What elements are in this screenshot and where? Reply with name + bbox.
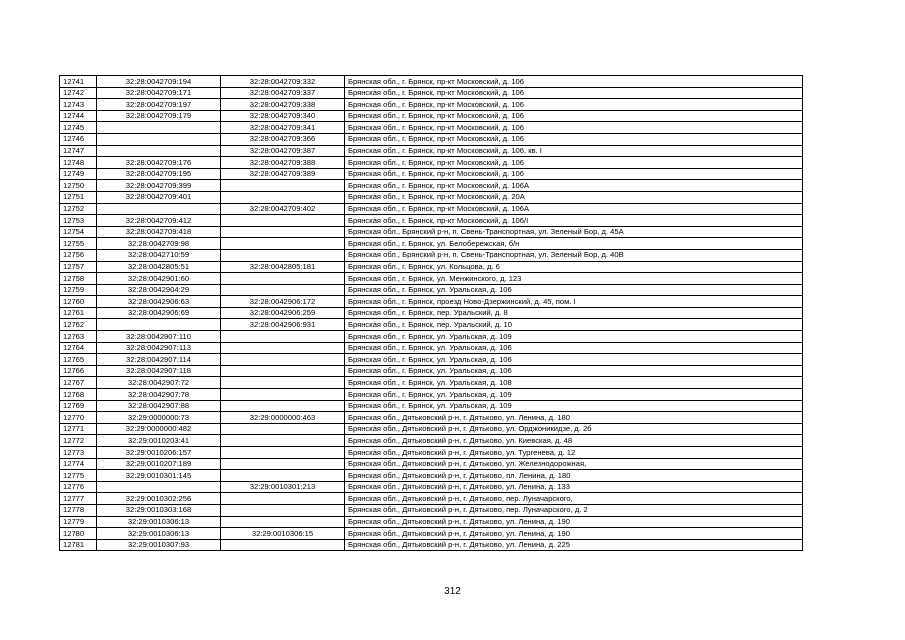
cadastral-number-cell: 32:28:0042709:194 <box>97 76 221 88</box>
related-cadastral-number-cell: 32:28:0042709:337 <box>221 87 345 99</box>
address-cell: Брянская обл., г. Брянск, пр-кт Московский, д. 106 <box>345 110 803 122</box>
address-cell: Брянская обл., г. Брянск, пр-кт Московский, д. 106 <box>345 87 803 99</box>
related-cadastral-number-cell: 32:29:0010301:213 <box>221 481 345 493</box>
cadastral-number-cell: 32:28:0042709:171 <box>97 87 221 99</box>
row-number-cell: 12761 <box>60 307 97 319</box>
table-row <box>60 110 803 122</box>
table-row <box>60 307 803 319</box>
cadastral-number-cell <box>97 481 221 493</box>
row-number-cell: 12771 <box>60 423 97 435</box>
table-row <box>60 191 803 203</box>
row-number-cell: 12774 <box>60 458 97 470</box>
cadastral-number-cell: 32:29:0010307:93 <box>97 539 221 551</box>
cadastral-number-cell: 32:29:0010203:41 <box>97 435 221 447</box>
related-cadastral-number-cell <box>221 238 345 250</box>
row-number-cell: 12752 <box>60 203 97 215</box>
related-cadastral-number-cell <box>221 539 345 551</box>
row-number-cell: 12756 <box>60 249 97 261</box>
cadastral-number-cell: 32:28:0042907:114 <box>97 354 221 366</box>
cadastral-number-cell: 32:28:0042906:63 <box>97 296 221 308</box>
cadastral-number-cell: 32:29:0000000:482 <box>97 423 221 435</box>
row-number-cell: 12762 <box>60 319 97 331</box>
cadastral-number-cell: 32:28:0042710:59 <box>97 249 221 261</box>
related-cadastral-number-cell: 32:29:0010306:15 <box>221 528 345 540</box>
address-cell: Брянская обл., г. Брянск, пр-кт Московский, д. 106 <box>345 122 803 134</box>
related-cadastral-number-cell <box>221 435 345 447</box>
row-number-cell: 12773 <box>60 447 97 459</box>
table-row <box>60 400 803 412</box>
cadastral-number-cell: 32:28:0042709:176 <box>97 157 221 169</box>
related-cadastral-number-cell <box>221 284 345 296</box>
address-cell: Брянская обл., г. Брянск, пр-кт Московский, д. 106 <box>345 133 803 145</box>
address-cell: Брянская обл., г. Брянск, ул. Уральская, д. 106 <box>345 284 803 296</box>
related-cadastral-number-cell <box>221 273 345 285</box>
related-cadastral-number-cell <box>221 389 345 401</box>
row-number-cell: 12781 <box>60 539 97 551</box>
related-cadastral-number-cell: 32:28:0042709:332 <box>221 76 345 88</box>
table-row <box>60 539 803 551</box>
row-number-cell: 12758 <box>60 273 97 285</box>
cadastral-number-cell: 32:29:0000000:73 <box>97 412 221 424</box>
address-cell: Брянская обл., г. Брянск, пр-кт Московский, д. 106 <box>345 99 803 111</box>
table-row <box>60 319 803 331</box>
related-cadastral-number-cell <box>221 215 345 227</box>
table-row <box>60 435 803 447</box>
related-cadastral-number-cell <box>221 354 345 366</box>
cadastral-number-cell: 32:28:0042907:118 <box>97 365 221 377</box>
address-cell: Брянская обл., Дятьковский р-н, г. Дятьково, пл. Ленина, д. 180 <box>345 470 803 482</box>
table-row <box>60 122 803 134</box>
cadastral-number-cell <box>97 122 221 134</box>
cadastral-number-cell: 32:28:0042904:29 <box>97 284 221 296</box>
address-cell: Брянская обл., г. Брянск, пр-кт Московский, д. 20А <box>345 191 803 203</box>
address-cell: Брянская обл., г. Брянск, пр-кт Московский, д. 106 <box>345 157 803 169</box>
related-cadastral-number-cell: 32:28:0042805:181 <box>221 261 345 273</box>
related-cadastral-number-cell: 32:28:0042709:338 <box>221 99 345 111</box>
cadastral-number-cell: 32:29:0010306:13 <box>97 516 221 528</box>
related-cadastral-number-cell <box>221 331 345 343</box>
cadastral-number-cell: 32:28:0042709:418 <box>97 226 221 238</box>
table-row <box>60 76 803 88</box>
cadastral-number-cell: 32:29:0010303:168 <box>97 504 221 516</box>
cadastral-number-cell: 32:28:0042907:78 <box>97 389 221 401</box>
cadastral-number-cell: 32:28:0042709:195 <box>97 168 221 180</box>
row-number-cell: 12770 <box>60 412 97 424</box>
row-number-cell: 12769 <box>60 400 97 412</box>
address-cell: Брянская обл., Дятьковский р-н, г. Дятьково, ул. Ленина, д. 133 <box>345 481 803 493</box>
row-number-cell: 12743 <box>60 99 97 111</box>
address-cell: Брянская обл., Брянский р-н, п. Свень-Транспортная, ул. Зеленый Бор, д. 40В <box>345 249 803 261</box>
related-cadastral-number-cell: 32:28:0042906:931 <box>221 319 345 331</box>
table-row <box>60 423 803 435</box>
table-row <box>60 157 803 169</box>
table-row <box>60 133 803 145</box>
address-cell: Брянская обл., г. Брянск, ул. Уральская, д. 109 <box>345 331 803 343</box>
table-row <box>60 145 803 157</box>
table-row <box>60 215 803 227</box>
related-cadastral-number-cell <box>221 180 345 192</box>
cadastral-number-cell: 32:28:0042907:88 <box>97 400 221 412</box>
table-row <box>60 273 803 285</box>
related-cadastral-number-cell <box>221 423 345 435</box>
related-cadastral-number-cell <box>221 377 345 389</box>
table-row <box>60 458 803 470</box>
cadastral-number-cell: 32:28:0042709:98 <box>97 238 221 250</box>
cadastral-number-cell: 32:28:0042709:197 <box>97 99 221 111</box>
related-cadastral-number-cell: 32:28:0042709:388 <box>221 157 345 169</box>
address-cell: Брянская обл., Дятьковский р-н, г. Дятьково, ул. Орджоникидзе, д. 2б <box>345 423 803 435</box>
cadastral-number-cell: 32:28:0042805:51 <box>97 261 221 273</box>
table-row <box>60 296 803 308</box>
related-cadastral-number-cell <box>221 504 345 516</box>
row-number-cell: 12744 <box>60 110 97 122</box>
row-number-cell: 12767 <box>60 377 97 389</box>
table-row <box>60 168 803 180</box>
table-row <box>60 412 803 424</box>
related-cadastral-number-cell <box>221 365 345 377</box>
registry-table <box>59 75 803 551</box>
row-number-cell: 12759 <box>60 284 97 296</box>
address-cell: Брянская обл., Дятьковский р-н, г. Дятьково, ул. Ленина, д. 190 <box>345 516 803 528</box>
address-cell: Брянская обл., г. Брянск, проезд Ново-Дзержинский, д. 45, пом. I <box>345 296 803 308</box>
row-number-cell: 12765 <box>60 354 97 366</box>
table-row <box>60 331 803 343</box>
cadastral-number-cell: 32:29:0010206:157 <box>97 447 221 459</box>
table-row <box>60 249 803 261</box>
row-number-cell: 12746 <box>60 133 97 145</box>
row-number-cell: 12747 <box>60 145 97 157</box>
row-number-cell: 12772 <box>60 435 97 447</box>
table-row <box>60 516 803 528</box>
related-cadastral-number-cell <box>221 342 345 354</box>
address-cell: Брянская обл., Дятьковский р-н, г. Дятьково, ул. Ленина, д. 190 <box>345 528 803 540</box>
related-cadastral-number-cell: 32:28:0042709:366 <box>221 133 345 145</box>
cadastral-number-cell: 32:29:0010302:256 <box>97 493 221 505</box>
related-cadastral-number-cell <box>221 447 345 459</box>
address-cell: Брянская обл., г. Брянск, пр-кт Московский, д. 106/I <box>345 215 803 227</box>
table-row <box>60 87 803 99</box>
related-cadastral-number-cell <box>221 470 345 482</box>
cadastral-number-cell: 32:28:0042907:72 <box>97 377 221 389</box>
related-cadastral-number-cell: 32:28:0042709:341 <box>221 122 345 134</box>
table-row <box>60 238 803 250</box>
related-cadastral-number-cell: 32:29:0000000:463 <box>221 412 345 424</box>
related-cadastral-number-cell: 32:28:0042906:259 <box>221 307 345 319</box>
related-cadastral-number-cell: 32:28:0042709:402 <box>221 203 345 215</box>
table-row <box>60 389 803 401</box>
row-number-cell: 12768 <box>60 389 97 401</box>
row-number-cell: 12742 <box>60 87 97 99</box>
registry-table-body <box>60 76 803 551</box>
table-row <box>60 481 803 493</box>
page-number: 312 <box>444 586 461 597</box>
row-number-cell: 12766 <box>60 365 97 377</box>
table-row <box>60 261 803 273</box>
table-row <box>60 377 803 389</box>
table-row <box>60 504 803 516</box>
address-cell: Брянская обл., г. Брянск, пр-кт Московский, д. 106 <box>345 76 803 88</box>
table-row <box>60 342 803 354</box>
cadastral-number-cell <box>97 133 221 145</box>
related-cadastral-number-cell <box>221 226 345 238</box>
cadastral-number-cell: 32:28:0042907:113 <box>97 342 221 354</box>
row-number-cell: 12777 <box>60 493 97 505</box>
address-cell: Брянская обл., г. Брянск, пер. Уральский, д. 8 <box>345 307 803 319</box>
cadastral-number-cell: 32:29:0010207:189 <box>97 458 221 470</box>
address-cell: Брянская обл., г. Брянск, ул. Кольцова, д. 6 <box>345 261 803 273</box>
row-number-cell: 12757 <box>60 261 97 273</box>
row-number-cell: 12778 <box>60 504 97 516</box>
cadastral-number-cell: 32:28:0042709:412 <box>97 215 221 227</box>
related-cadastral-number-cell <box>221 191 345 203</box>
row-number-cell: 12745 <box>60 122 97 134</box>
address-cell: Брянская обл., Дятьковский р-н, г. Дятьково, ул. Киевская, д. 48 <box>345 435 803 447</box>
address-cell: Брянская обл., г. Брянск, пер. Уральский, д. 10 <box>345 319 803 331</box>
cadastral-number-cell: 32:28:0042709:399 <box>97 180 221 192</box>
address-cell: Брянская обл., г. Брянск, ул. Уральская, д. 106 <box>345 365 803 377</box>
address-cell: Брянская обл., Брянский р-н, п. Свень-Транспортная, ул. Зеленый Бор, д. 45А <box>345 226 803 238</box>
row-number-cell: 12741 <box>60 76 97 88</box>
row-number-cell: 12749 <box>60 168 97 180</box>
address-cell: Брянская обл., Дятьковский р-н, г. Дятьково, пер. Луначарского, д. 2 <box>345 504 803 516</box>
address-cell: Брянская обл., г. Брянск, ул. Уральская, д. 109 <box>345 400 803 412</box>
address-cell: Брянская обл., г. Брянск, пр-кт Московский, д. 106 <box>345 168 803 180</box>
address-cell: Брянская обл., Дятьковский р-н, г. Дятьково, ул. Ленина, д. 180 <box>345 412 803 424</box>
address-cell: Брянская обл., г. Брянск, ул. Белобережская, б/н <box>345 238 803 250</box>
cadastral-number-cell <box>97 203 221 215</box>
cadastral-number-cell: 32:28:0042709:179 <box>97 110 221 122</box>
cadastral-number-cell <box>97 145 221 157</box>
table-row <box>60 203 803 215</box>
table-row <box>60 470 803 482</box>
table-row <box>60 226 803 238</box>
address-cell: Брянская обл., г. Брянск, пр-кт Московский, д. 106А <box>345 180 803 192</box>
related-cadastral-number-cell <box>221 249 345 261</box>
row-number-cell: 12780 <box>60 528 97 540</box>
table-row <box>60 180 803 192</box>
row-number-cell: 12776 <box>60 481 97 493</box>
related-cadastral-number-cell: 32:28:0042709:340 <box>221 110 345 122</box>
table-row <box>60 99 803 111</box>
row-number-cell: 12764 <box>60 342 97 354</box>
cadastral-number-cell <box>97 319 221 331</box>
row-number-cell: 12760 <box>60 296 97 308</box>
cadastral-number-cell: 32:28:0042907:110 <box>97 331 221 343</box>
address-cell: Брянская обл., Дятьковский р-н, г. Дятьково, ул. Тургенева, д. 12 <box>345 447 803 459</box>
cadastral-number-cell: 32:29:0010306:13 <box>97 528 221 540</box>
row-number-cell: 12763 <box>60 331 97 343</box>
row-number-cell: 12755 <box>60 238 97 250</box>
table-row <box>60 365 803 377</box>
table-row <box>60 354 803 366</box>
address-cell: Брянская обл., г. Брянск, пр-кт Московский, д. 106А <box>345 203 803 215</box>
table-row <box>60 447 803 459</box>
row-number-cell: 12779 <box>60 516 97 528</box>
related-cadastral-number-cell: 32:28:0042709:389 <box>221 168 345 180</box>
cadastral-number-cell: 32:28:0042709:401 <box>97 191 221 203</box>
row-number-cell: 12748 <box>60 157 97 169</box>
row-number-cell: 12751 <box>60 191 97 203</box>
address-cell: Брянская обл., г. Брянск, пр-кт Московский, д. 106, кв. I <box>345 145 803 157</box>
row-number-cell: 12754 <box>60 226 97 238</box>
address-cell: Брянская обл., г. Брянск, ул. Уральская, д. 109 <box>345 389 803 401</box>
related-cadastral-number-cell <box>221 493 345 505</box>
address-cell: Брянская обл., г. Брянск, ул. Уральская, д. 106 <box>345 354 803 366</box>
address-cell: Брянская обл., г. Брянск, ул. Уральская, д. 106 <box>345 342 803 354</box>
related-cadastral-number-cell <box>221 458 345 470</box>
cadastral-number-cell: 32:28:0042901:60 <box>97 273 221 285</box>
address-cell: Брянская обл., Дятьковский р-н, г. Дятьково, ул. Ленина, д. 225 <box>345 539 803 551</box>
table-row <box>60 528 803 540</box>
address-cell: Брянская обл., Дятьковский р-н, г. Дятьково, пер. Луначарского, <box>345 493 803 505</box>
related-cadastral-number-cell: 32:28:0042906:172 <box>221 296 345 308</box>
row-number-cell: 12753 <box>60 215 97 227</box>
address-cell: Брянская обл., Дятьковский р-н, г. Дятьково, ул. Железнодорожная, <box>345 458 803 470</box>
cadastral-number-cell: 32:29:0010301:145 <box>97 470 221 482</box>
table-row <box>60 284 803 296</box>
row-number-cell: 12775 <box>60 470 97 482</box>
cadastral-number-cell: 32:28:0042906:69 <box>97 307 221 319</box>
address-cell: Брянская обл., г. Брянск, ул. Менжинского, д. 123 <box>345 273 803 285</box>
related-cadastral-number-cell <box>221 400 345 412</box>
address-cell: Брянская обл., г. Брянск, ул. Уральская, д. 108 <box>345 377 803 389</box>
related-cadastral-number-cell: 32:28:0042709:387 <box>221 145 345 157</box>
table-row <box>60 493 803 505</box>
row-number-cell: 12750 <box>60 180 97 192</box>
related-cadastral-number-cell <box>221 516 345 528</box>
